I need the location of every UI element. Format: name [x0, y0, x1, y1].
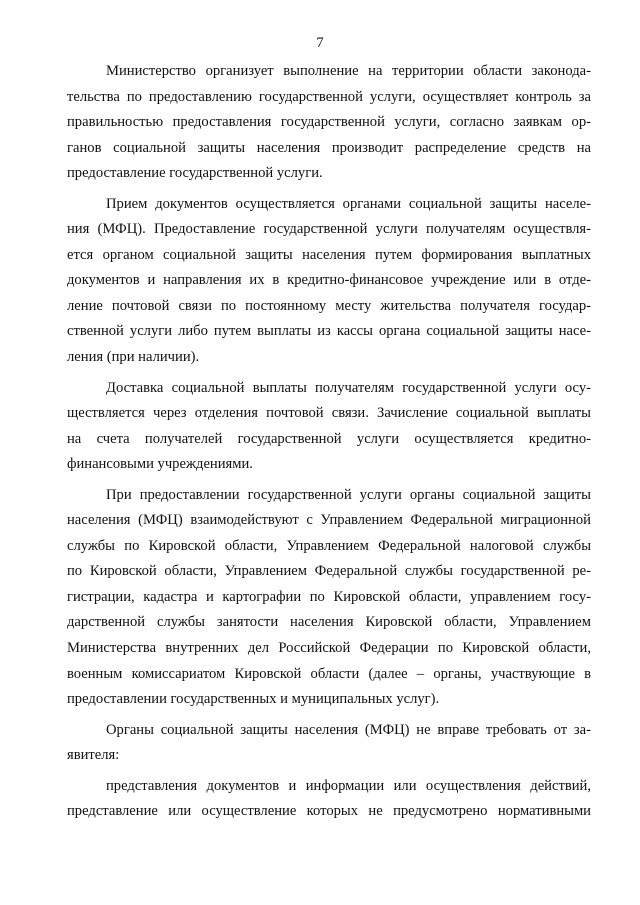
text-line: Министерства внутренних дел Российской Федерации по Кировской области, — [67, 640, 591, 657]
text-line: населения (МФЦ) взаимодействуют с Управлением Федеральной миграционной — [67, 512, 591, 529]
text-line: дарственной службы занятости населения Кировской области, Управлением — [67, 614, 591, 631]
document-body — [67, 59, 591, 830]
text-line: документов и направления их в кредитно-финансовое учреждение или в отде- — [67, 272, 591, 289]
paragraph — [67, 192, 591, 371]
text-line: гистрации, кадастра и картографии по Кировской области, управлением госу- — [67, 588, 591, 605]
text-line: Министерство организует выполнение на территории области законода- — [106, 63, 591, 79]
paragraph — [67, 774, 591, 825]
text-line: ления (при наличии). — [67, 349, 200, 366]
paragraph — [67, 59, 591, 187]
text-line: предоставлении государственных и муниципальных услуг). — [67, 691, 440, 708]
text-line: по Кировской области, Управлением Федеральной службы государственной ре- — [67, 563, 591, 580]
text-line: Органы социальной защиты населения (МФЦ) не вправе требовать от за- — [106, 721, 591, 738]
text-line: ния (МФЦ). Предоставление государственной услуги получателям осуществля- — [67, 221, 591, 238]
text-line: на счета получателей государственной услуги осуществляется кредитно- — [67, 430, 591, 447]
text-line: правильностью предоставления государственной услуги, согласно заявкам ор- — [67, 114, 591, 131]
text-line: ганов социальной защиты населения производит распределение средств на — [67, 139, 591, 156]
page-number: 7 — [316, 35, 324, 51]
text-line: ществляется через отделения почтовой связи. Зачисление социальной выплаты — [67, 405, 591, 422]
text-line: финансовыми учреждениями. — [67, 456, 253, 473]
text-line: военным комиссариатом Кировской области (далее – органы, участвующие в — [67, 665, 591, 682]
text-line: ление почтовой связи по постоянному месту жительства получателя государ- — [67, 297, 591, 314]
text-line: ственной услуги либо путем выплаты из кассы органа социальной защиты насе- — [67, 323, 591, 340]
paragraph — [67, 718, 591, 769]
text-line: тельства по предоставлению государственной услуги, осуществляет контроль за — [67, 88, 591, 105]
paragraph — [67, 483, 591, 713]
text-line: представления документов и информации или осуществления действий, — [106, 777, 591, 794]
text-line: явителя: — [67, 747, 120, 764]
paragraph — [67, 376, 591, 478]
text-line: ется органом социальной защиты населения путем формирования выплатных — [67, 246, 591, 263]
text-line: службы по Кировской области, Управлением Федеральной налоговой службы — [67, 537, 591, 554]
text-line: При предоставлении государственной услуги органы социальной защиты — [106, 486, 591, 503]
text-line: представление или осуществление которых не предусмотрено нормативными — [67, 803, 591, 820]
text-line: Доставка социальной выплаты получателям государственной услуги осу- — [106, 379, 591, 396]
text-line: Прием документов осуществляется органами социальной защиты населе- — [106, 195, 591, 212]
text-line: предоставление государственной услуги. — [67, 165, 323, 182]
